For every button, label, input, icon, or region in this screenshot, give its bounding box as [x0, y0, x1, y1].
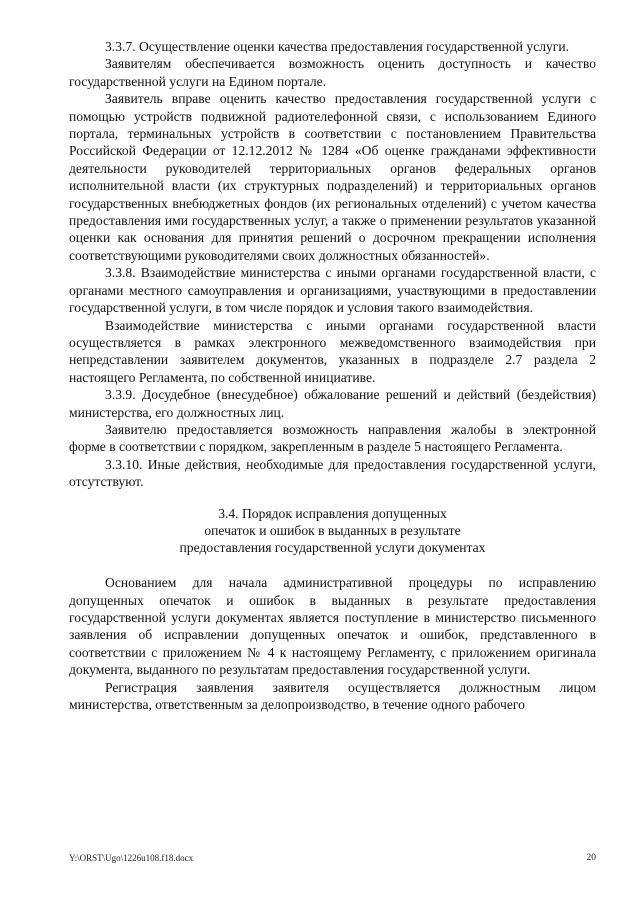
paragraph-assessment-access: Заявителям обеспечивается возможность оценить доступность и качество государственной услуги на Едином портале. [69, 56, 596, 89]
paragraph-assessment-methods: Заявитель вправе оценить качество предоставления государственной услуги с помощью устройств подвижной радиотелефонной связи, с использованием Единого портала, терминальных устройств в соответствии с постановлением Правительства Российской Федерации от 12.12.2012 № 1284 «Об оценке гражданами эффективности деятельности руководителей территориальных органов федеральных органов исполнительной власти (их структурных подразделений) и территориальных органов государственных внебюджетных фондов (их региональных отделений) с учетом качества предоставления ими государственных услуг, а также о применении результатов указанной оценки как основания для принятия решений о досрочном прекращении исполнения соответствующими руководителями своих должностных обязанностей». [69, 91, 596, 263]
section-heading-line: 3.4. Порядок исправления допущенных [218, 505, 447, 521]
document-page [69, 38, 596, 713]
paragraph-3-3-9: 3.3.9. Досудебное (внесудебное) обжалование решений и действий (бездействия) министерства, его должностных лиц. [69, 387, 596, 420]
paragraph-registration: Регистрация заявления заявителя осуществляется должностным лицом министерства, ответственным за делопроизводство, в течение одного рабочего [69, 679, 596, 713]
section-heading-line: предоставления государственной услуги документах [179, 539, 486, 555]
paragraph-correction-basis: Основанием для начала административной процедуры по исправлению допущенных опечаток и ошибок в выданных в результате предоставления государственной услуги документах является поступление в министерство письменного заявления об исправлении допущенных опечаток и ошибок, представленного в соответствии с приложением № 4 к настоящему Регламенту, с приложением оригинала документа, выданного по результатам предоставления государственной услуги. [69, 575, 596, 678]
paragraph-complaint: Заявителю предоставляется возможность направления жалобы в электронной форме в соответствии с порядком, закрепленным в разделе 5 настоящего Регламента. [69, 421, 596, 455]
section-heading-3-4 [69, 505, 596, 557]
footer-file-path: Y:\ORST\Ugo\1226u108.f18.docx [69, 853, 194, 863]
paragraph-3-3-7: 3.3.7. Осуществление оценки качества предоставления государственной услуги. [105, 39, 570, 54]
section-heading-line: опечаток и ошибок в выданных в результате [204, 522, 461, 538]
spacer [69, 556, 596, 574]
spacer [69, 491, 596, 505]
paragraph-interaction: Взаимодействие министерства с иными органами государственной власти осуществляется в рамках электронного межведомственного взаимодействия при непредставлении заявителем документов, указанных в подразделе 2.7 раздела 2 настоящего Регламента, по собственной инициативе. [69, 317, 596, 385]
paragraph-3-3-10: 3.3.10. Иные действия, необходимые для предоставления государственной услуги, отсутствуют. [69, 456, 596, 490]
footer-page-number: 20 [586, 853, 596, 863]
paragraph-3-3-8: 3.3.8. Взаимодействие министерства с иными органами государственной власти, с органами местного самоуправления и организациями, участвующими в предоставлении государственной услуги, в том числе порядок и условия такого взаимодействия. [69, 265, 596, 316]
